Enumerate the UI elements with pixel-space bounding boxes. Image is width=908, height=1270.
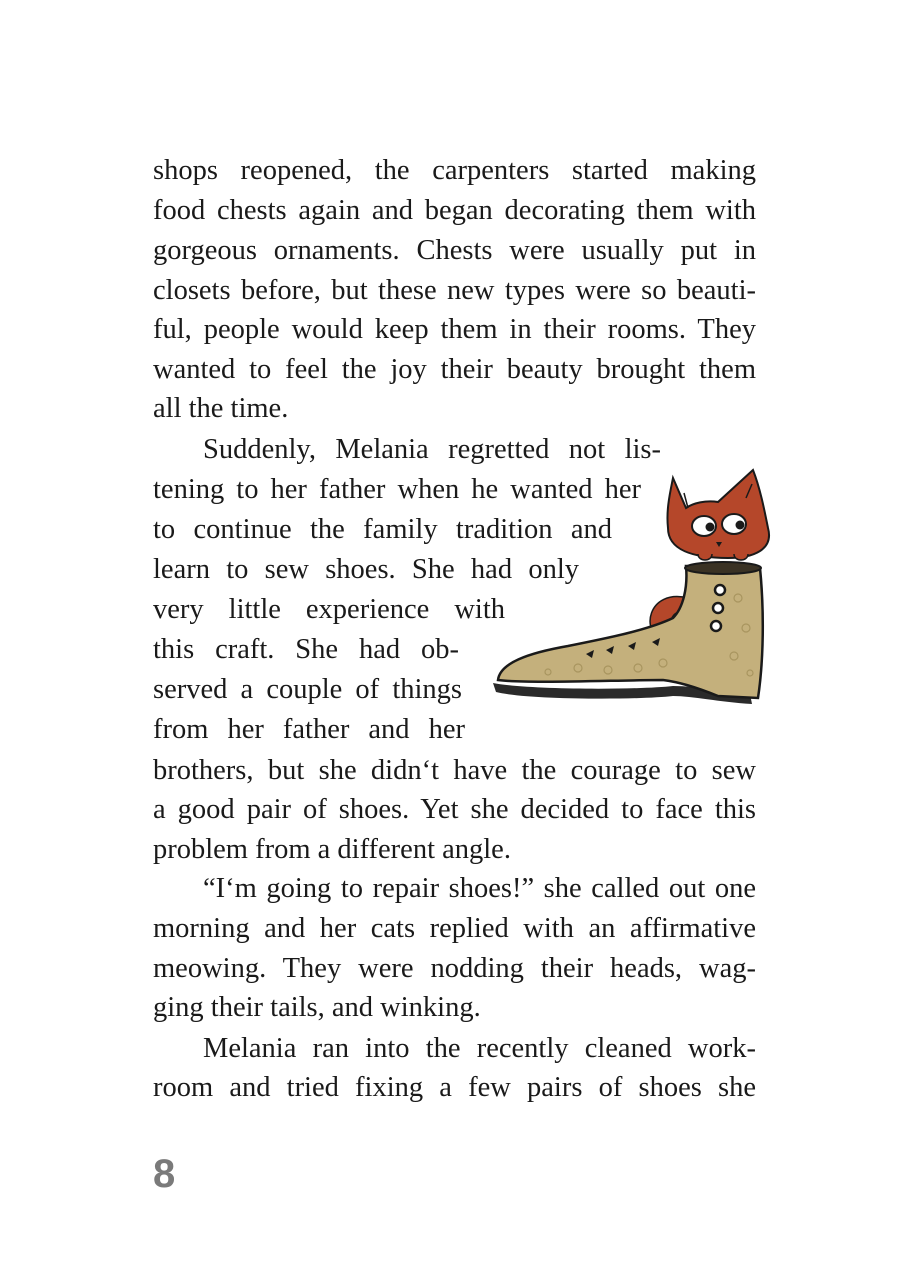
text-line: food chests again and began decorating them with [153,195,756,226]
cat-paw-right [734,554,748,560]
text-line: Suddenly, Melania regretted not lis- [203,434,661,465]
text-line: Melania ran into the recently cleaned work- [203,1033,756,1064]
text-line: learn to sew shoes. She had only [153,554,579,585]
text-line: to continue the family tradition and [153,514,612,545]
text-line: gorgeous ornaments. Chests were usually put in [153,235,756,266]
text-line: this craft. She had ob- [153,634,459,665]
cat-paw-left [698,554,712,560]
page-number: 8 [153,1152,176,1196]
text-line: room and tried fixing a few pairs of shoes she [153,1072,756,1103]
text-line: morning and her cats replied with an affirmative [153,913,756,944]
text-line: tening to her father when he wanted her [153,474,641,505]
text-line: meowing. They were nodding their heads, wag- [153,953,756,984]
text-line: from her father and her [153,714,465,745]
text-line: ging their tails, and winking. [153,992,481,1023]
text-line: “I‘m going to repair shoes!” she called out one [203,873,756,904]
text-line: brothers, but she didn‘t have the courage to sew [153,755,756,786]
text-line: closets before, but these new types were so beauti- [153,275,756,306]
text-line: shops reopened, the carpenters started making [153,155,756,186]
boot-opening [685,562,761,574]
text-line: all the time. [153,393,289,424]
text-line: problem from a different angle. [153,834,511,865]
text-line: very little experience with [153,594,505,625]
text-line: ful, people would keep them in their rooms. They [153,314,756,345]
text-line: wanted to feel the joy their beauty brought them [153,354,756,385]
text-line: served a couple of things [153,674,462,705]
cat-in-boot-illustration [488,458,773,720]
text-line: a good pair of shoes. Yet she decided to face this [153,794,756,825]
